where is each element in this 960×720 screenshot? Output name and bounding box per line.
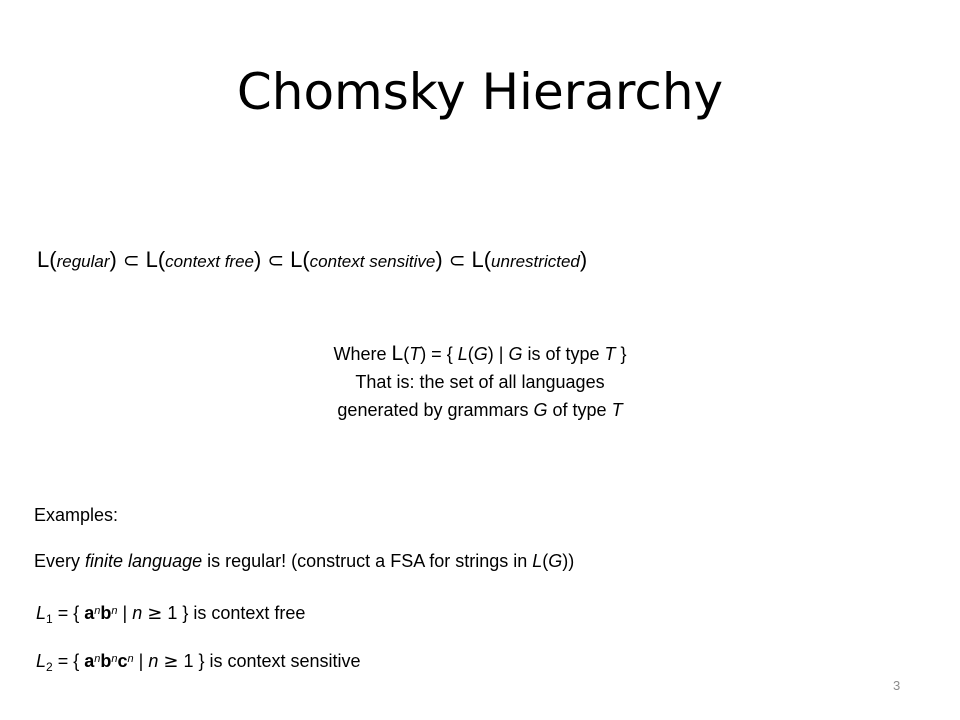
def-L-of: L: [457, 344, 468, 364]
def3-T: T: [611, 400, 623, 420]
ex3-eq: = {: [52, 651, 85, 671]
definition-line-3: [200, 396, 760, 424]
examples-label: Examples:: [34, 505, 119, 525]
hier-close-1: ): [109, 247, 117, 272]
hier-unrestricted: unrestricted: [491, 252, 580, 271]
def-brace-close: }: [615, 344, 627, 364]
hier-regular: regular: [56, 252, 110, 271]
hier-close-2: ): [254, 247, 262, 272]
ex3-n1: n: [94, 653, 101, 665]
def-open-paren: (: [403, 344, 410, 364]
subset-symbol-3: ⊂: [448, 248, 466, 272]
hier-L-4: L: [471, 247, 484, 272]
ex2-b: b: [100, 603, 112, 623]
ex1-finite: finite language: [85, 551, 203, 571]
subset-symbol-1: ⊂: [122, 248, 140, 272]
ex3-end: } is context sensitive: [193, 651, 361, 671]
ex2-a: a: [84, 603, 95, 623]
def-G: G: [473, 344, 488, 364]
definition-line-1: [200, 340, 760, 368]
slide-title: Chomsky Hierarchy: [236, 63, 724, 121]
ex2-one: 1: [167, 603, 178, 623]
hier-open-4: (: [483, 247, 492, 272]
hier-L-1: L: [37, 247, 50, 272]
ex2-sub: 1: [46, 612, 53, 626]
def-G2: G: [508, 344, 523, 364]
hier-L-2: L: [145, 247, 158, 272]
ex2-n: n: [132, 603, 143, 623]
ex3-one: 1: [183, 651, 194, 671]
ex1-L: L: [532, 551, 543, 571]
ex1-open: (: [542, 551, 549, 571]
hier-open-3: (: [302, 247, 310, 272]
ex3-n3: n: [127, 653, 134, 665]
hier-context-sensitive: context sensitive: [309, 252, 436, 271]
ex3-sub: 2: [46, 660, 53, 674]
def-eq-open: ) = {: [420, 344, 458, 364]
hier-close-4: ): [579, 247, 588, 272]
def3-G: G: [533, 400, 548, 420]
subset-symbol-2: ⊂: [267, 248, 285, 272]
example-finite-language: [34, 549, 574, 573]
example-context-free: [36, 601, 305, 626]
ex2-n2: n: [111, 605, 118, 617]
definition-block: [200, 340, 760, 424]
def-L: L: [391, 342, 404, 365]
ex3-n: n: [148, 651, 159, 671]
def-T: T: [409, 344, 421, 364]
hier-open-1: (: [49, 247, 57, 272]
hier-close-3: ): [435, 247, 443, 272]
ex2-eq: = {: [52, 603, 85, 623]
hier-open-2: (: [157, 247, 166, 272]
ex2-bar: |: [117, 603, 133, 623]
ex1-close: )): [562, 551, 575, 571]
def-g-close: ): [487, 344, 494, 364]
ex3-n2: n: [111, 653, 118, 665]
hierarchy-statement: [37, 246, 587, 276]
ex1-middle: is regular! (construct a FSA for strings in: [202, 551, 533, 571]
ex3-c: c: [117, 651, 128, 671]
ex2-n1: n: [94, 605, 101, 617]
def3-mid: of type: [547, 400, 612, 420]
def-g-open: (: [467, 344, 474, 364]
definition-line-2: That is: the set of all languages: [355, 372, 605, 392]
ex3-b: b: [100, 651, 112, 671]
def3-prefix: generated by grammars: [337, 400, 534, 420]
where-word: Where: [333, 344, 387, 364]
ex1-prefix: Every: [34, 551, 86, 571]
def-T2: T: [604, 344, 616, 364]
ex1-G: G: [548, 551, 563, 571]
ex3-bar: |: [133, 651, 149, 671]
page-number: 3: [893, 678, 901, 693]
example-context-sensitive: [36, 649, 361, 674]
def-is-of-type: is of type: [522, 344, 605, 364]
ex3-a: a: [84, 651, 95, 671]
ex3-L: L: [36, 651, 47, 671]
ex2-L: L: [36, 603, 47, 623]
geq-symbol: ≥: [147, 603, 163, 624]
def-bar: |: [493, 344, 509, 364]
hier-context-free: context free: [165, 252, 254, 271]
ex2-end: } is context free: [177, 603, 306, 623]
geq-symbol: ≥: [163, 651, 179, 672]
hier-L-3: L: [290, 247, 303, 272]
